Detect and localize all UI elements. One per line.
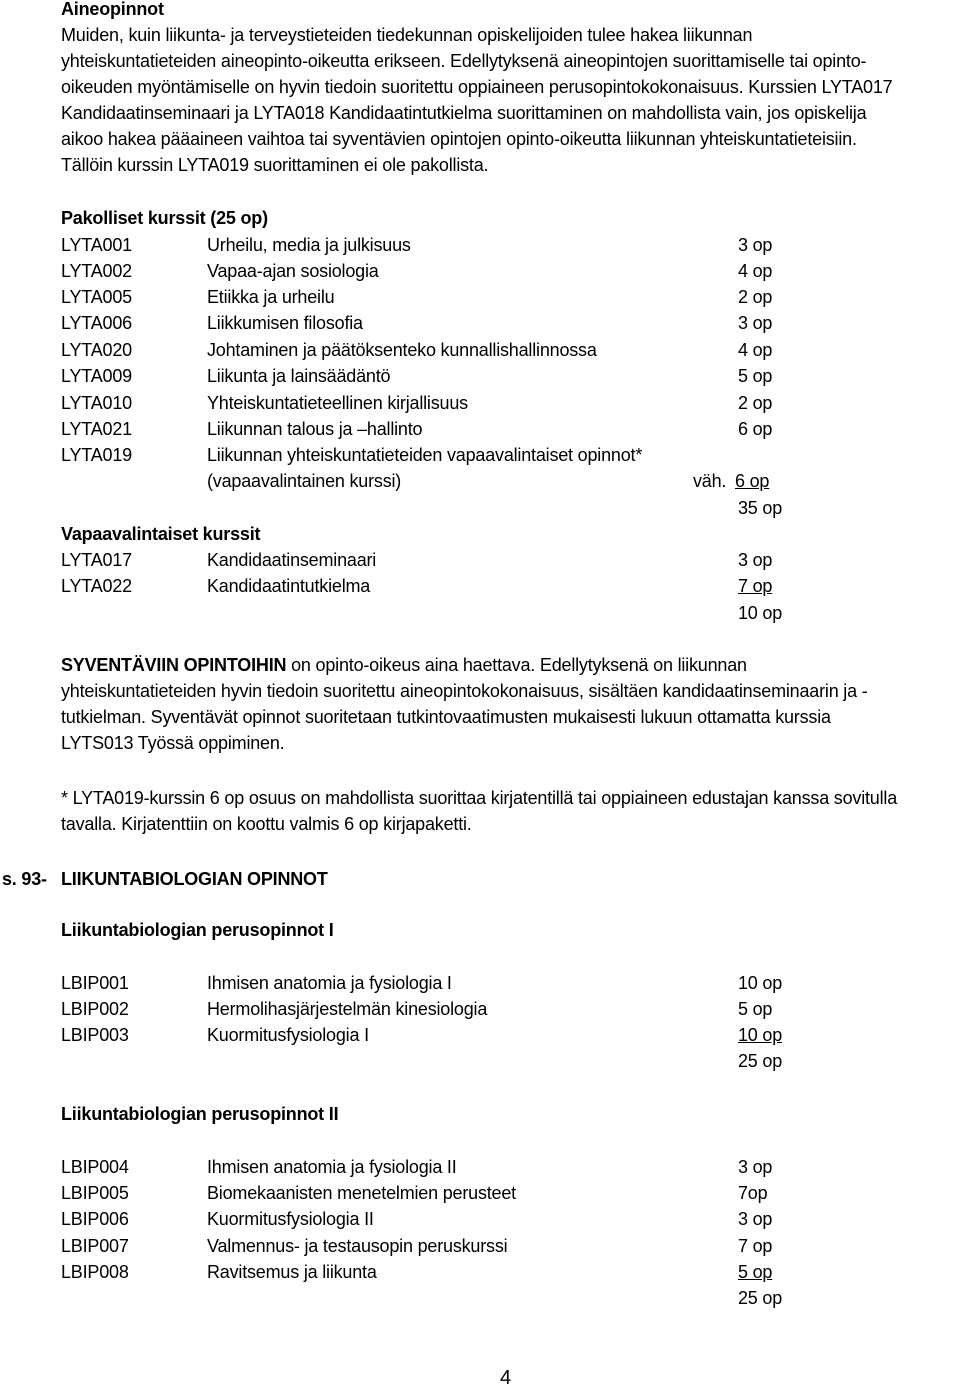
course-code: LYTA006	[61, 313, 132, 333]
paragraph-line: LYTS013 Työssä oppiminen.	[61, 733, 285, 753]
course-code: LYTA002	[61, 261, 132, 281]
course-credits: 2 op	[738, 393, 773, 413]
aineopinnot-section	[61, 0, 956, 178]
course-credits: 6 op	[738, 419, 773, 439]
course-code: LBIP003	[61, 1025, 129, 1045]
course-name: Vapaa-ajan sosiologia	[207, 261, 379, 281]
course-row	[0, 1180, 960, 1206]
course-name: Urheilu, media ja julkisuus	[207, 235, 411, 255]
course-name: Johtaminen ja päätöksenteko kunnallishallinnossa	[207, 340, 597, 360]
course-name: Liikunnan yhteiskuntatieteiden vapaavalintaiset opinnot*	[207, 445, 643, 465]
course-row	[0, 337, 960, 363]
course-code: LYTA001	[61, 235, 132, 255]
course-credits: 4 op	[738, 340, 773, 360]
course-credits: 2 op	[738, 287, 773, 307]
course-code: LYTA017	[61, 550, 132, 570]
course-name-note: (vapaavalintainen kurssi)	[207, 471, 402, 491]
course-credits: 3 op	[738, 1209, 773, 1229]
course-name: Yhteiskuntatieteellinen kirjallisuus	[207, 393, 468, 413]
course-row	[0, 1206, 960, 1232]
course-name: Kuormitusfysiologia I	[207, 1025, 369, 1045]
course-code: LYTA022	[61, 576, 132, 596]
vapaavalintaiset-heading: Vapaavalintaiset kurssit	[61, 524, 261, 544]
course-row	[0, 1154, 960, 1180]
course-code: LBIP002	[61, 999, 129, 1019]
course-code: LYTA019	[61, 445, 132, 465]
course-name: Liikunnan talous ja –hallinto	[207, 419, 423, 439]
credits-prefix: väh.	[693, 471, 727, 491]
course-code: LBIP008	[61, 1262, 129, 1282]
section-page-ref: s. 93-	[2, 869, 47, 889]
course-name: Hermolihasjärjestelmän kinesiologia	[207, 999, 488, 1019]
course-row	[0, 547, 960, 573]
page-number: 4	[500, 1367, 511, 1389]
course-code: LYTA021	[61, 419, 132, 439]
course-credits: 7 op	[738, 576, 773, 596]
course-name: Biomekaanisten menetelmien perusteet	[207, 1183, 516, 1203]
footnote	[61, 785, 960, 837]
course-code: LBIP004	[61, 1157, 129, 1177]
course-credits: 7 op	[738, 1236, 773, 1256]
course-row	[0, 996, 960, 1022]
course-credits: 5 op	[738, 366, 773, 386]
course-name: Valmennus- ja testausopin peruskurssi	[207, 1236, 508, 1256]
biologia2-heading: Liikuntabiologian perusopinnot II	[61, 1104, 339, 1124]
course-row	[0, 284, 960, 310]
course-name: Kandidaatinseminaari	[207, 550, 377, 570]
section-title: LIIKUNTABIOLOGIAN OPINNOT	[61, 869, 328, 889]
course-name: Kandidaatintutkielma	[207, 576, 371, 596]
paragraph-line: yhteiskuntatieteiden aineopinto-oikeutta erikseen. Edellytyksenä aineopintojen suorittamiselle tai opinto-	[61, 51, 867, 71]
paragraph-line: Muiden, kuin liikunta- ja terveystieteiden tiedekunnan opiskelijoiden tulee hakea liikunnan	[61, 25, 753, 45]
paragraph-line: Tällöin kurssin LYTA019 suorittaminen ei ole pakollista.	[61, 155, 489, 175]
course-row	[0, 232, 960, 258]
course-row	[0, 363, 960, 389]
total-credits: 25 op	[738, 1288, 783, 1308]
course-credits: 3 op	[738, 550, 773, 570]
course-credits: 3 op	[738, 1157, 773, 1177]
paragraph-line: tutkielman. Syventävät opinnot suoritetaan tutkintovaatimusten mukaisesti lukuun ottamatta kurssia	[61, 707, 831, 727]
syventavat-line1-rest: on opinto-oikeus aina haettava. Edellytyksenä on liikunnan	[286, 655, 747, 675]
course-credits: 5 op	[738, 1262, 773, 1282]
biologia1-heading: Liikuntabiologian perusopinnot I	[61, 920, 334, 940]
course-row	[0, 573, 960, 599]
course-row	[0, 310, 960, 336]
course-credits: 3 op	[738, 313, 773, 333]
course-row	[0, 442, 960, 468]
aineopinnot-heading: Aineopinnot	[61, 0, 164, 19]
course-row	[0, 390, 960, 416]
course-code: LBIP006	[61, 1209, 129, 1229]
paragraph-line: Kandidaatinseminaari ja LYTA018 Kandidaatintutkielma suorittaminen on mahdollista vain, jos opiskelija	[61, 103, 867, 123]
course-row	[0, 1259, 960, 1285]
paragraph-line: yhteiskuntatieteiden hyvin tiedoin suoritettu aineopintokokonaisuus, sisältäen kandidaatinseminaarin ja -	[61, 681, 868, 701]
paragraph-line: aikoo hakea pääaineen vaihtoa tai syventävien opintojen opinto-oikeutta liikunnan yhteiskuntatieteisiin.	[61, 129, 857, 149]
course-row	[0, 1233, 960, 1259]
syventavat-lead: SYVENTÄVIIN OPINTOIHIN	[61, 655, 287, 675]
course-code: LYTA010	[61, 393, 132, 413]
course-row	[0, 970, 960, 996]
course-credits: 10 op	[738, 1025, 783, 1045]
course-name: Ihmisen anatomia ja fysiologia I	[207, 973, 452, 993]
course-credits: 4 op	[738, 261, 773, 281]
course-name: Ihmisen anatomia ja fysiologia II	[207, 1157, 457, 1177]
course-credits: 3 op	[738, 235, 773, 255]
course-code: LBIP007	[61, 1236, 129, 1256]
course-code: LYTA005	[61, 287, 132, 307]
pakolliset-heading: Pakolliset kurssit (25 op)	[61, 208, 268, 228]
course-row	[0, 1022, 960, 1048]
course-credits: 6 op	[735, 471, 770, 491]
course-name: Etiikka ja urheilu	[207, 287, 335, 307]
course-code: LBIP001	[61, 973, 129, 993]
course-name: Ravitsemus ja liikunta	[207, 1262, 377, 1282]
total-credits: 25 op	[738, 1051, 783, 1071]
course-row	[0, 416, 960, 442]
course-name: Liikunta ja lainsäädäntö	[207, 366, 391, 386]
total-credits: 35 op	[738, 498, 783, 518]
syventavat-section	[61, 652, 956, 756]
footnote-line: tavalla. Kirjatenttiin on koottu valmis 6 op kirjapaketti.	[61, 814, 472, 834]
course-credits: 10 op	[738, 973, 783, 993]
course-code: LYTA009	[61, 366, 132, 386]
footnote-line: * LYTA019-kurssin 6 op osuus on mahdollista suorittaa kirjatentillä tai oppiaineen edustajan kanssa sovitulla	[61, 788, 898, 808]
paragraph-line: oikeuden myöntämiselle on hyvin tiedoin suoritettu oppiaineen perusopintokokonaisuus. Kurssien LYTA017	[61, 77, 893, 97]
course-row-continued	[0, 468, 960, 494]
course-name: Liikkumisen filosofia	[207, 313, 363, 333]
course-credits: 5 op	[738, 999, 773, 1019]
course-code: LBIP005	[61, 1183, 129, 1203]
paragraph-line	[61, 652, 956, 678]
course-row	[0, 258, 960, 284]
course-credits: 7op	[738, 1183, 768, 1203]
section-heading	[0, 866, 960, 892]
course-code: LYTA020	[61, 340, 132, 360]
course-name: Kuormitusfysiologia II	[207, 1209, 374, 1229]
total-credits: 10 op	[738, 603, 783, 623]
